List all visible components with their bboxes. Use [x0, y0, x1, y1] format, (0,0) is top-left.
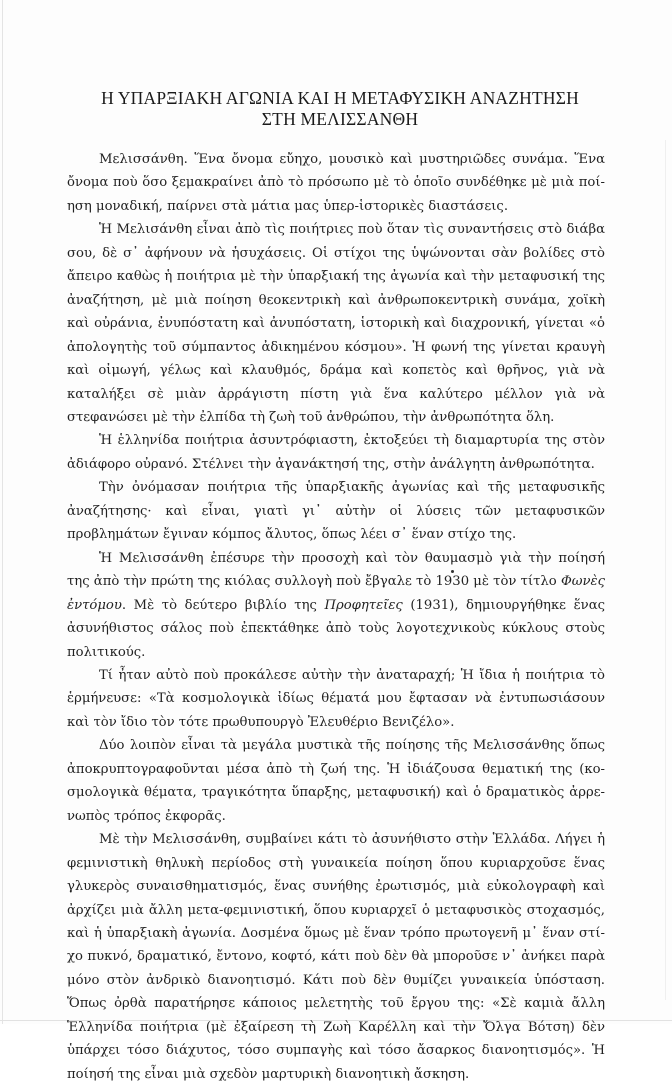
title-line-2: ΣΤΗ ΜΕΛΙΣΣΑΝΘΗ: [261, 109, 419, 129]
paragraph-5-text-a: Ἡ Μελισσάνθη ἐπέσυρε τὴν προσοχὴ καὶ τὸν θαυμασμὸ γιὰ τὴν ποίησή της ἀπὸ τὴν πρώτη της κιόλας συλλογὴ ποὺ ἔβγαλε τὸ 1930 μὲ τὸν τίτλο: [67, 550, 605, 590]
page-title: [60, 88, 620, 130]
scan-edge-right: [665, 140, 666, 1000]
paragraph-3: Ἡ ἑλληνίδα ποιήτρια ἀσυντρόφιαστη, ἐκτοξεύει τὴ διαμαρτυρία της στὸν ἀδιάφορο οὐρανό. Στέλνει τὴν ἀγανάκτησή της, στὴν ἀνάλγητη ἀνθρωπότητα.: [67, 433, 605, 472]
scan-edge-left: [2, 0, 3, 1024]
paragraph-1: Μελισσάνθη. Ἕνα ὄνομα εὔηχο, μουσικὸ καὶ μυστηριῶδες συνάμα. Ἕνα ὄνομα ποὺ ὅσο ξεμακραίνει ἀπὸ τὸ πρόσωπο μὲ τὸ ὁποῖο συνδέθηκε μὲ μιὰ ποίηση μοναδική, παίρνει στὰ μάτια μας ὑπερ-ἱστορικὲς διαστάσεις.: [67, 152, 605, 214]
paragraph-6: Τί ἦταν αὐτὸ ποὺ προκάλεσε αὐτὴν τὴν ἀναταραχή; Ἡ ἴδια ἡ ποιήτρια τὸ ἑρμήνευσε: «Τὰ κοσμολογικὰ ἰδίως θέματά μου ἔφτασαν νὰ ἐντυπωσιάσουν καὶ τὸν ἴδιο τὸν τότε πρωθυπουργὸ Ἐλευθέριο Βενιζέλο».: [67, 667, 605, 730]
article-body: [67, 148, 605, 1086]
title-line-1: Η ΥΠΑΡΞΙΑΚΗ ΑΓΩΝΙΑ ΚΑΙ Η ΜΕΤΑΦΥΣΙΚΗ ΑΝΑΖΗΤΗΣΗ: [101, 88, 579, 108]
book-title-fones-entomou: Φωνὲς ἐντόμου: [67, 574, 605, 613]
scan-speck: [451, 570, 454, 573]
paragraph-5-text-c: (1931), δημιουργήθηκε ἕνας ἀσυνήθιστος σάλος ποὺ ἐπεκτάθηκε ἀπὸ τοὺς λογοτεχνικοὺς κύκλους στοὺς πολιτικούς.: [67, 597, 605, 660]
paragraph-7: Δύο λοιπὸν εἶναι τὰ μεγάλα μυστικὰ τῆς ποίησης τῆς Μελισσάνθης ὅπως ἀποκρυπτογραφοῦνται μέσα ἀπὸ τὴ ζωή της. Ἡ ἰδιάζουσα θεματική της (κοσμολογικὰ θέματα, τραγικότητα ὕπαρξης, μεταφυσική) καὶ ὁ δραματικὸς ἀρρενωπὸς τρόπος ἐκφορᾶς.: [67, 738, 605, 824]
paragraph-2: Ἡ Μελισάνθη εἶναι ἀπὸ τὶς ποιήτριες ποὺ ὅταν τὶς συναντήσεις στὸ διάβα σου, δὲ σ᾽ ἀφήνουν νὰ ἡσυχάσεις. Οἱ στίχοι της ὑψώνονται σὰν βολίδες στὸ ἄπειρο καθὼς ἡ ποιήτρια μὲ τὴν ὑπαρξιακή της ἀγωνία καὶ τὴν μεταφυσική της ἀναζήτηση, μὲ μιὰ ποίηση θεοκεντρικὴ καὶ ἀνθρωποκεντρικὴ συνάμα, χοϊκὴ καὶ οὐράνια, ἐνυπόστατη καὶ ἀνυπόστατη, ἱστορικὴ καὶ διαχρονική, γίνεται «ὁ ἀπολογητὴς τοῦ σύμπαντος ἀδικημένου κόσμου». Ἡ φωνή της γίνεται κραυγὴ καὶ οἰμωγή, γέλως καὶ κλαυθμός, δράμα καὶ κοπετὸς καὶ θρῆνος, γιὰ νὰ καταλήξει σὲ μιὰν ἀρράγιστη πίστη γιὰ ἕνα καλύτερο μέλλον γιὰ νὰ στεφανώσει μὲ τὴν ἐλπίδα τὴ ζωὴ τοῦ ἀνθρώπου, τὴν ἀνθρωπότητα ὅλη.: [67, 222, 605, 425]
paragraph-4: Τὴν ὀνόμασαν ποιήτρια τῆς ὑπαρξιακῆς ἀγωνίας καὶ τῆς μεταφυσικῆς ἀναζήτησης· καὶ εἶναι, γιατὶ γι᾽ αὐτὴν οἱ λύσεις τῶν μεταφυσικῶν προβλημάτων ἔγιναν κόμπος ἄλυτος, ὅπως λέει σ᾽ ἕναν στίχο της.: [67, 480, 605, 543]
paragraph-5: [67, 547, 605, 664]
paragraph-8: Μὲ τὴν Μελισσάνθη, συμβαίνει κάτι τὸ ἀσυνήθιστο στὴν Ἑλλάδα. Λήγει ἡ φεμινιστικὴ θηλυκὴ περίοδος στὴ γυναικεία ποίηση ὅπου κυριαρχοῦσε ἕνας γλυκερὸς συναισθηματισμός, ἕνας συνήθης ἐρωτισμός, μιὰ εὐκολογραφὴ καὶ ἀρχίζει μιὰ ἄλλη μετα-φεμινιστική, ὅπου κυριαρχεῖ ὁ μεταφυσικὸς στοχασμός, καὶ ἡ ὑπαρξιακὴ ἀγωνία. Δοσμένα ὅμως μὲ ἕναν τρόπο πρωτογενῆ μ᾽ ἕναν στίχο πυκνό, δραματικό, ἔντονο, κοφτό, κάτι ποὺ δὲν θὰ μποροῦσε ν᾽ ἀνήκει παρὰ μόνο στὸν ἀνδρικὸ διανοητισμό. Κάτι ποὺ δὲν θυμίζει γυναικεία ὑπόσταση. Ὅπως ὀρθὰ παρατήρησε κάποιος μελετητὴς τοῦ ἔργου της: «Σὲ καμιὰ ἄλλη Ἑλληνίδα ποιήτρια (μὲ ἐξαίρεση τὴ Ζωὴ Καρέλλη καὶ τὴν Ὄλγα Βότση) δὲν ὑπάρχει τόσο διάχυτος, τόσο συμπαγὴς καὶ τόσο ἄσαρκος διανοητισμός». Ἡ ποίησή της εἶναι μιὰ σχεδὸν μαρτυρικὴ διανοητικὴ ἄσκηση.: [67, 832, 605, 1082]
book-title-profiteies: Προφητεῖες: [324, 597, 403, 613]
paragraph-5-text-b: . Μὲ τὸ δεύτερο βιβλίο της: [121, 597, 325, 613]
